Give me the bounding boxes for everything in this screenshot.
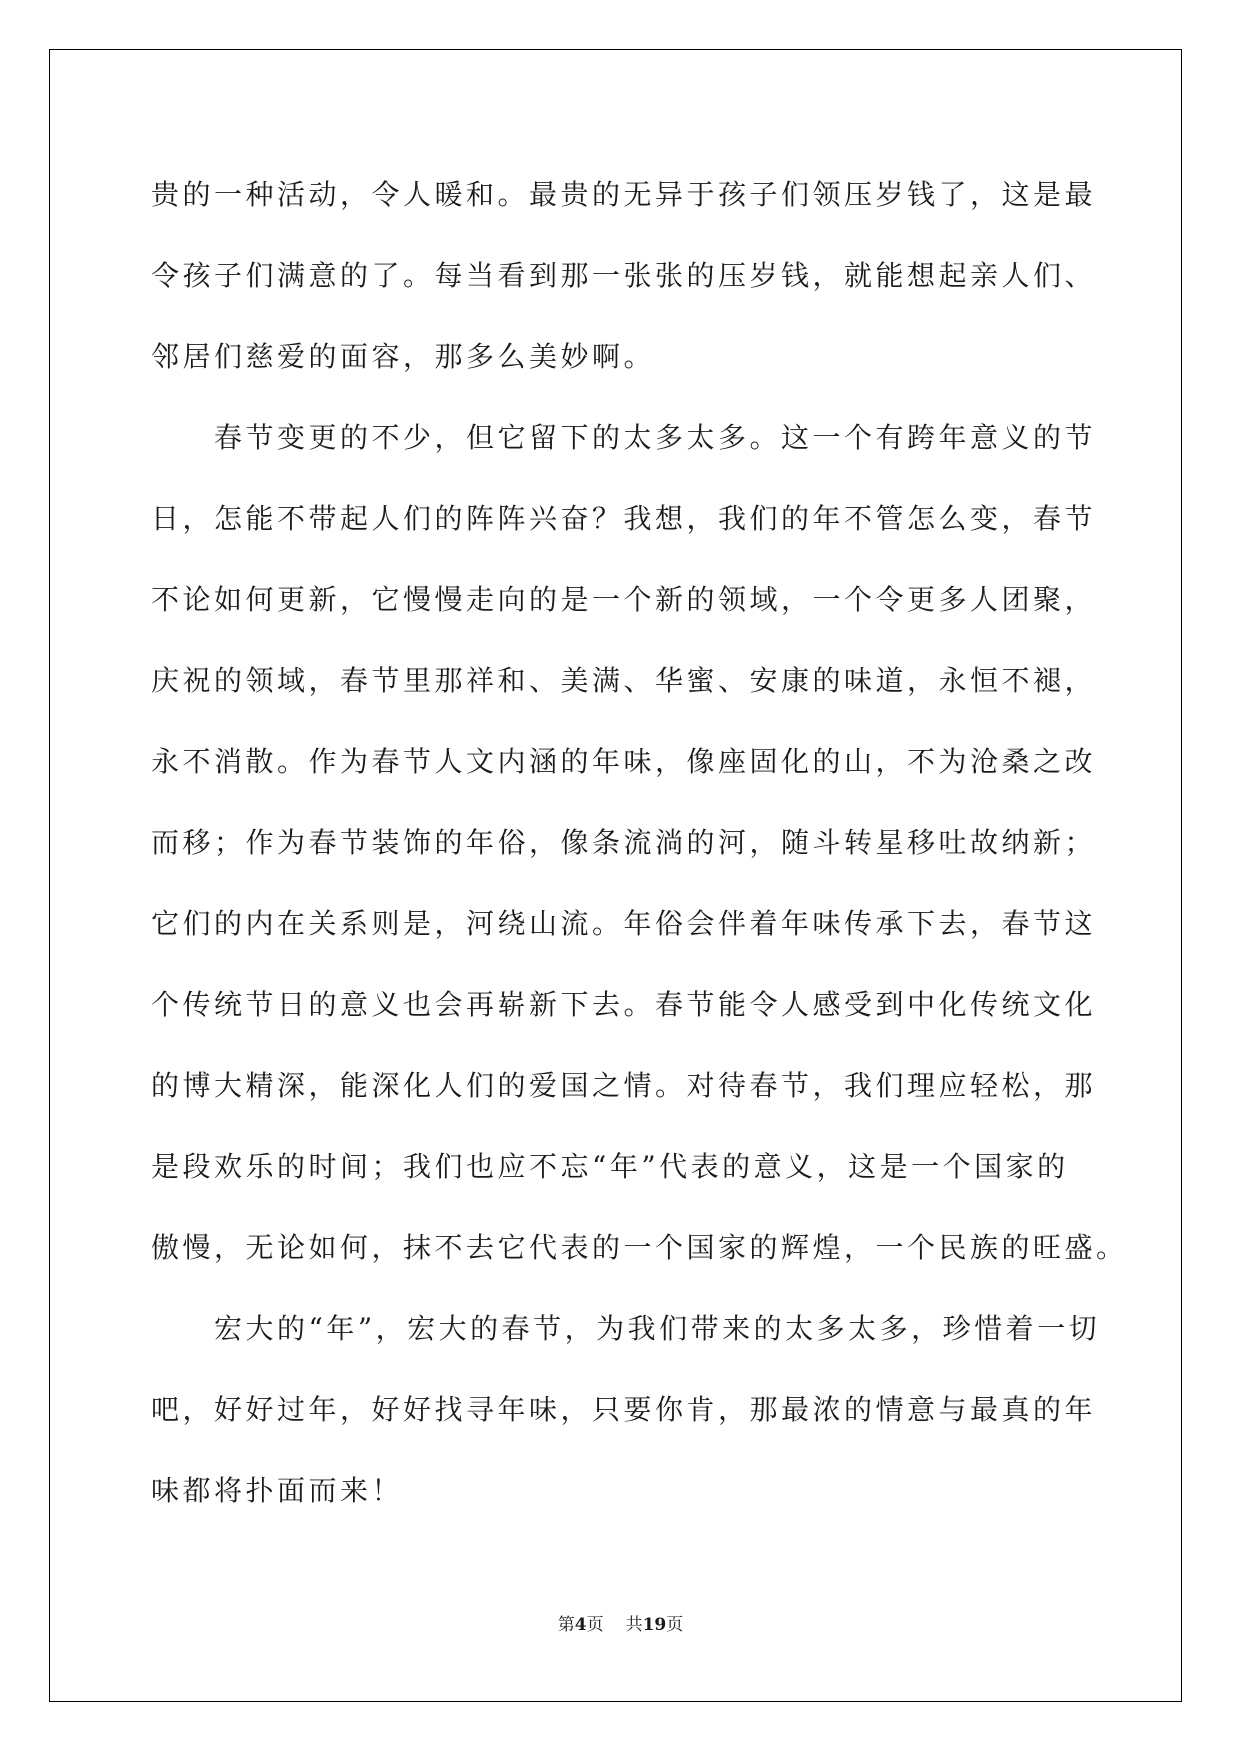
document-body — [151, 154, 1128, 1531]
text-line: 邻居们慈爱的面容，那多么美妙啊。 — [151, 340, 656, 373]
total-suffix: 页 — [666, 1615, 684, 1635]
text-line: 贵的一种活动，令人暖和。最贵的无异于孩子们领压岁钱了，这是最 — [151, 178, 1097, 211]
text-line: 庆祝的领域，春节里那祥和、美满、华蜜、安康的味道，永恒不褪， — [151, 664, 1097, 697]
total-prefix: 共 — [625, 1615, 643, 1635]
text-line: 令孩子们满意的了。每当看到那一张张的压岁钱，就能想起亲人们、 — [151, 259, 1097, 292]
current-page: 4 — [574, 1615, 587, 1635]
text-line: 而移；作为春节装饰的年俗，像条流淌的河，随斗转星移吐故纳新； — [151, 826, 1097, 859]
paragraph-start-line: 春节变更的不少，但它留下的太多太多。这一个有跨年意义的节 — [214, 421, 1097, 454]
text-line: 傲慢，无论如何，抹不去它代表的一个国家的辉煌，一个民族的旺盛。 — [151, 1231, 1128, 1264]
text-line: 个传统节日的意义也会再崭新下去。春节能令人感受到中化传统文化 — [151, 988, 1097, 1021]
text-line: 日，怎能不带起人们的阵阵兴奋？我想，我们的年不管怎么变，春节 — [151, 502, 1097, 535]
page-total — [626, 1615, 684, 1635]
text-line: 的博大精深，能深化人们的爱国之情。对待春节，我们理应轻松，那 — [151, 1069, 1097, 1102]
page-number — [558, 1615, 604, 1635]
page-prefix: 第 — [557, 1615, 575, 1635]
text-line: 是段欢乐的时间；我们也应不忘“年”代表的意义，这是一个国家的 — [151, 1150, 1069, 1183]
total-pages: 19 — [642, 1615, 667, 1635]
text-line: 永不消散。作为春节人文内涵的年味，像座固化的山，不为沧桑之改 — [151, 745, 1097, 778]
text-line: 味都将扑面而来！ — [151, 1474, 404, 1507]
text-line: 不论如何更新，它慢慢走向的是一个新的领域，一个令更多人团聚， — [151, 583, 1097, 616]
page-suffix: 页 — [586, 1615, 604, 1635]
paragraph-start-line: 宏大的“年”，宏大的春节，为我们带来的太多太多，珍惜着一切 — [214, 1312, 1101, 1345]
text-line: 吧，好好过年，好好找寻年味，只要你肯，那最浓的情意与最真的年 — [151, 1393, 1097, 1426]
page-footer — [0, 1610, 1241, 1635]
text-line: 它们的内在关系则是，河绕山流。年俗会伴着年味传承下去，春节这 — [151, 907, 1097, 940]
